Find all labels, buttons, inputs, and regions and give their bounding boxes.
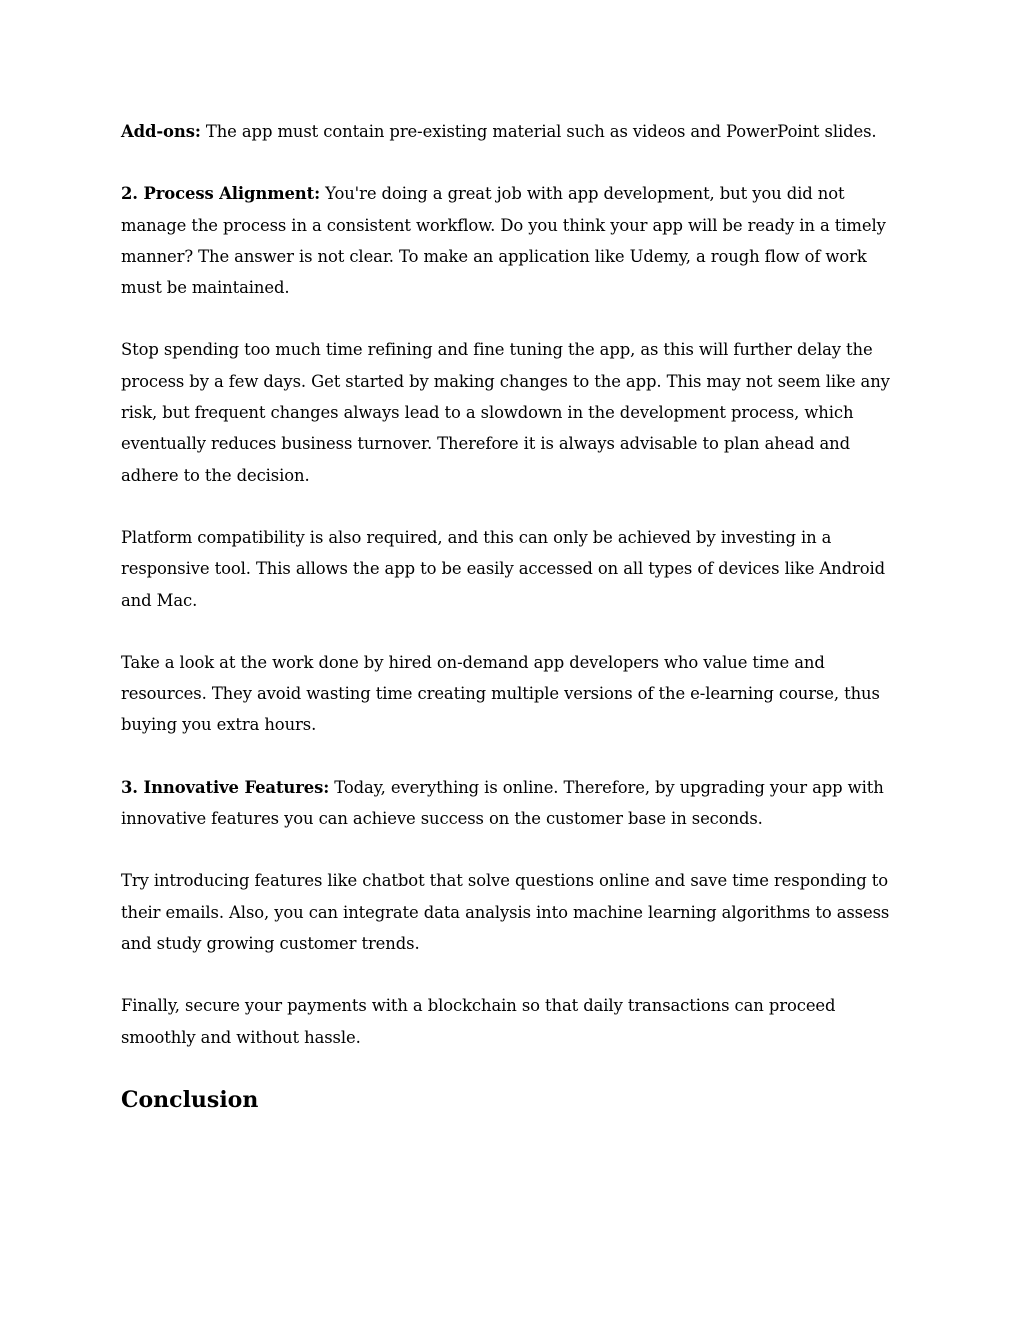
paragraph-add-ons	[121, 116, 911, 147]
paragraph-process-alignment	[121, 178, 911, 303]
document-page	[121, 116, 911, 1116]
paragraph-take-a-look	[121, 647, 911, 741]
paragraph-finally	[121, 990, 911, 1053]
paragraph-innovative-features	[121, 772, 911, 835]
paragraph-stop-spending	[121, 334, 911, 490]
paragraph-text: Platform compatibility is also required, and this can only be achieved by investing in a responsive tool. This allows the app to be easily accessed on all types of devices like Android and Mac.	[121, 527, 886, 610]
paragraph-lead: Add-ons:	[121, 122, 201, 141]
paragraph-text: You're doing a great job with app development, but you did not manage the process in a consistent workflow. Do you think your app will be ready in a timely manner? The answer is not clear. To make an application like Udemy, a rough flow of work must be maintained.	[121, 184, 886, 298]
paragraph-text: Take a look at the work done by hired on-demand app developers who value time and resources. They avoid wasting time creating multiple versions of the e-learning course, thus buying you extra hours.	[121, 652, 880, 735]
section-heading-conclusion: Conclusion	[121, 1086, 259, 1113]
paragraph-platform-compatibility	[121, 522, 911, 616]
paragraph-lead: 2. Process Alignment:	[121, 184, 321, 204]
paragraph-text: The app must contain pre-existing material such as videos and PowerPoint slides.	[200, 122, 877, 141]
paragraph-lead: 3. Innovative Features:	[121, 777, 330, 797]
paragraph-try-introducing	[121, 865, 911, 959]
paragraph-text: Stop spending too much time refining and fine tuning the app, as this will further delay the process by a few days. Get started by making changes to the app. This may not seem like any risk, but frequent changes always lead to a slowdown in the development process, which eventually reduces business turnover. Therefore it is always advisable to plan ahead and adhere to the decision.	[121, 340, 890, 485]
paragraph-text: Finally, secure your payments with a blockchain so that daily transactions can proceed smoothly and without hassle.	[121, 996, 836, 1047]
paragraph-text: Try introducing features like chatbot that solve questions online and save time responding to their emails. Also, you can integrate data analysis into machine learning algorithms to assess and study growing customer trends.	[121, 871, 890, 953]
paragraph-text: Today, everything is online. Therefore, by upgrading your app with innovative features you can achieve success on the customer base in seconds.	[121, 777, 884, 829]
